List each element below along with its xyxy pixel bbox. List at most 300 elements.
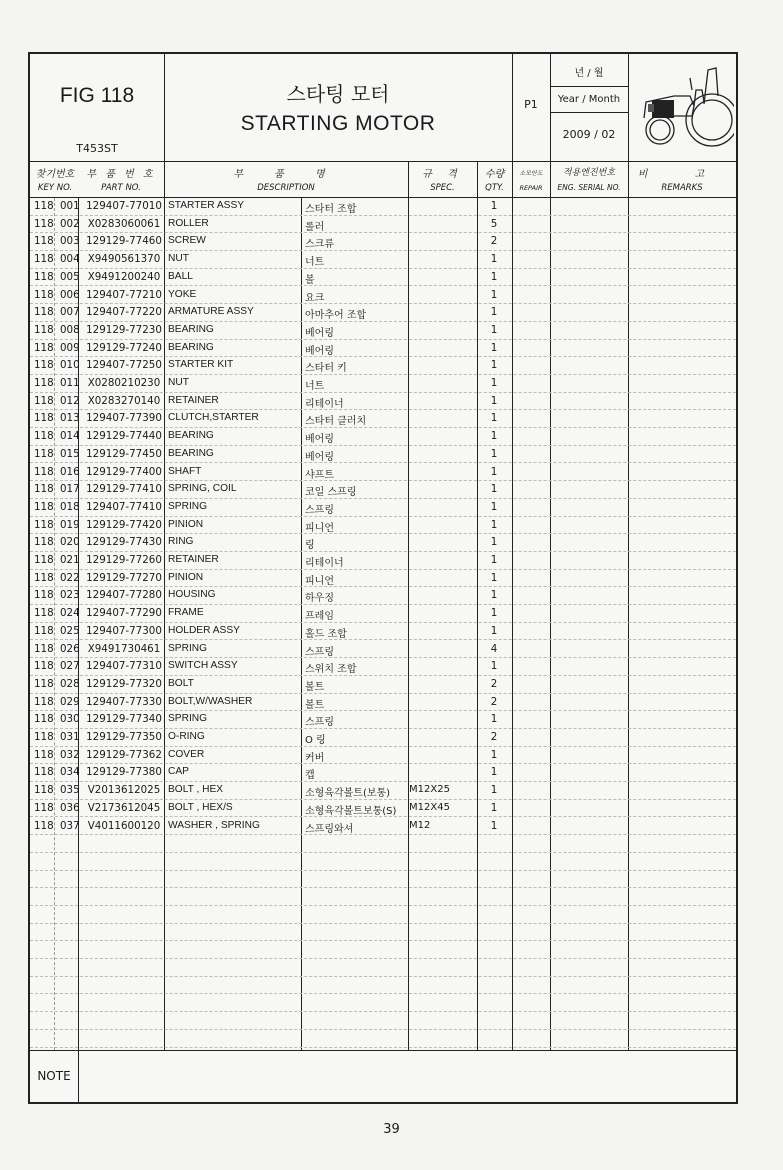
key-no-cell: 007 bbox=[60, 306, 80, 319]
table-row bbox=[30, 959, 736, 977]
table-row bbox=[30, 552, 736, 570]
figure-number: FIG 118 bbox=[59, 84, 135, 107]
key-no-cell: 019 bbox=[60, 518, 80, 531]
key-no-cell: 027 bbox=[60, 660, 80, 673]
fig-no-cell: 118 bbox=[34, 766, 54, 779]
fig-no-cell: 118 bbox=[34, 217, 54, 230]
fig-no-cell: 118 bbox=[34, 377, 54, 389]
part-no-cell: 129129-77430 bbox=[86, 536, 162, 549]
korean-name-cell: 스프링 bbox=[305, 646, 334, 658]
col-serial-ko: 적용엔진번호 bbox=[562, 168, 616, 178]
qty-cell: 1 bbox=[490, 766, 498, 779]
description-cell: BALL bbox=[168, 270, 193, 282]
korean-name-cell: 볼트 bbox=[305, 681, 325, 693]
key-no-cell: 013 bbox=[60, 412, 80, 425]
description-cell: NUT bbox=[168, 253, 189, 265]
fig-no-cell: 118 bbox=[34, 465, 54, 478]
description-cell: SPRING, COIL bbox=[168, 483, 237, 495]
qty-cell: 1 bbox=[490, 607, 498, 620]
part-no-cell: 129407-77290 bbox=[86, 607, 162, 620]
part-no-cell: 129129-77420 bbox=[86, 518, 162, 531]
table-row bbox=[30, 587, 736, 605]
part-no-cell: X9491200240 bbox=[87, 270, 161, 283]
table-row bbox=[30, 924, 736, 942]
description-cell: SPRING bbox=[168, 500, 208, 512]
table-row bbox=[30, 304, 736, 322]
description-cell: RING bbox=[168, 536, 194, 548]
part-no-cell: 129407-77310 bbox=[86, 660, 162, 673]
korean-name-cell: 베어링 bbox=[305, 434, 334, 446]
fig-no-cell: 118 bbox=[34, 288, 54, 301]
key-no-cell: 011 bbox=[60, 377, 80, 389]
col-remarks-en: REMARKS bbox=[661, 183, 703, 193]
table-row bbox=[30, 782, 736, 800]
korean-name-cell: 소형육각볼트보통(S) bbox=[305, 805, 397, 817]
table-row bbox=[30, 446, 736, 464]
korean-name-cell: 스타터 조합 bbox=[305, 204, 357, 215]
qty-cell: 1 bbox=[490, 571, 498, 584]
parts-list-sheet bbox=[28, 52, 738, 1104]
table-row bbox=[30, 835, 736, 853]
korean-name-cell: 너트 bbox=[305, 381, 325, 392]
description-cell: BOLT , HEX/S bbox=[168, 801, 233, 813]
fig-no-cell: 118 bbox=[34, 536, 54, 549]
description-cell: BOLT bbox=[168, 677, 194, 689]
col-qty-ko: 수량 bbox=[484, 169, 505, 180]
description-cell: PINION bbox=[168, 571, 204, 583]
qty-cell: 1 bbox=[490, 447, 498, 460]
description-cell: FRAME bbox=[168, 607, 204, 619]
part-no-cell: 129407-77010 bbox=[86, 200, 162, 212]
part-no-cell: 129129-77240 bbox=[86, 341, 162, 354]
qty-cell: 2 bbox=[490, 695, 498, 708]
part-no-cell: X9490561370 bbox=[87, 253, 161, 266]
fig-no-cell: 118 bbox=[34, 801, 54, 814]
part-no-cell: X0283060061 bbox=[87, 217, 161, 230]
divider bbox=[550, 86, 628, 87]
description-cell: STARTER KIT bbox=[168, 359, 234, 371]
part-no-cell: 129407-77300 bbox=[86, 624, 162, 637]
model-code: T453ST bbox=[76, 142, 118, 155]
table-row bbox=[30, 517, 736, 535]
qty-cell: 1 bbox=[490, 500, 498, 513]
page-number: 39 bbox=[383, 1122, 400, 1137]
description-cell: YOKE bbox=[168, 288, 197, 300]
spec-cell: M12X25 bbox=[409, 784, 450, 796]
fig-no-cell: 118 bbox=[34, 784, 54, 797]
korean-name-cell: 리테이너 bbox=[305, 558, 344, 569]
qty-cell: 1 bbox=[490, 430, 498, 443]
divider bbox=[628, 54, 629, 161]
korean-name-cell: 커버 bbox=[305, 752, 325, 764]
fig-no-cell: 118 bbox=[34, 447, 54, 460]
table-row bbox=[30, 676, 736, 694]
table-row bbox=[30, 198, 736, 216]
table-row bbox=[30, 694, 736, 712]
part-no-cell: X0283270140 bbox=[87, 394, 161, 407]
fig-no-cell: 118 bbox=[34, 819, 54, 832]
fig-no-cell: 118 bbox=[34, 270, 54, 283]
description-cell: CAP bbox=[168, 766, 189, 778]
korean-name-cell: 베어링 bbox=[305, 327, 334, 339]
qty-cell: 5 bbox=[490, 217, 498, 230]
key-no-cell: 022 bbox=[60, 571, 80, 584]
fig-no-cell: 118 bbox=[34, 713, 54, 726]
table-row bbox=[30, 853, 736, 871]
korean-name-cell: 스타터 클러치 bbox=[305, 416, 367, 428]
fig-no-cell: 118 bbox=[34, 430, 54, 443]
description-cell: NUT bbox=[168, 377, 189, 388]
korean-name-cell: 홀드 조합 bbox=[305, 628, 347, 640]
title-korean: 스타팅 모터 bbox=[286, 82, 390, 106]
korean-name-cell: 스위치 조합 bbox=[305, 664, 357, 676]
col-part-en: PART NO. bbox=[101, 183, 141, 193]
description-cell: BEARING bbox=[168, 323, 214, 335]
key-no-cell: 008 bbox=[60, 323, 80, 336]
description-cell: ARMATURE ASSY bbox=[168, 306, 254, 318]
description-cell: CLUTCH,STARTER bbox=[168, 412, 259, 424]
fig-no-cell: 118 bbox=[34, 200, 54, 212]
description-cell: BEARING bbox=[168, 341, 214, 353]
qty-cell: 1 bbox=[490, 554, 498, 566]
description-cell: BEARING bbox=[168, 447, 214, 459]
korean-name-cell: 리테이너 bbox=[305, 398, 344, 410]
fig-no-cell: 118 bbox=[34, 607, 54, 620]
key-no-cell: 037 bbox=[60, 819, 80, 832]
note-label: NOTE bbox=[37, 1069, 71, 1083]
table-row bbox=[30, 393, 736, 411]
description-cell: O-RING bbox=[168, 731, 205, 742]
key-no-cell: 029 bbox=[60, 695, 80, 708]
qty-cell: 1 bbox=[490, 306, 498, 319]
fig-no-cell: 118 bbox=[34, 554, 54, 566]
fig-no-cell: 118 bbox=[34, 253, 54, 266]
part-no-cell: 129129-77320 bbox=[86, 677, 162, 690]
fig-no-cell: 118 bbox=[34, 483, 54, 496]
table-row bbox=[30, 747, 736, 765]
part-no-cell: 129407-77250 bbox=[86, 359, 162, 372]
table-row bbox=[30, 623, 736, 641]
col-repair-ko: 소모안도 bbox=[519, 170, 543, 177]
table-row bbox=[30, 906, 736, 924]
part-no-cell: 129407-77220 bbox=[86, 306, 162, 319]
key-no-cell: 006 bbox=[60, 288, 80, 301]
qty-cell: 1 bbox=[490, 288, 498, 301]
col-serial-en: ENG. SERIAL NO. bbox=[557, 183, 621, 192]
part-no-cell: 129407-77330 bbox=[86, 695, 162, 708]
table-row bbox=[30, 605, 736, 623]
spec-cell: M12X45 bbox=[409, 801, 450, 813]
key-no-cell: 032 bbox=[60, 748, 80, 761]
description-cell: BOLT,W/WASHER bbox=[168, 695, 253, 707]
qty-cell: 1 bbox=[490, 253, 498, 266]
fig-no-cell: 118 bbox=[34, 660, 54, 673]
qty-cell: 1 bbox=[490, 465, 498, 478]
table-row bbox=[30, 800, 736, 818]
korean-name-cell: 베어링 bbox=[305, 345, 334, 357]
qty-cell: 2 bbox=[490, 731, 498, 743]
description-cell: SHAFT bbox=[168, 465, 202, 477]
key-no-cell: 010 bbox=[60, 359, 80, 372]
key-no-cell: 002 bbox=[60, 217, 80, 230]
column-header-row bbox=[30, 162, 736, 198]
table-row bbox=[30, 941, 736, 959]
korean-name-cell: 스크류 bbox=[305, 239, 334, 251]
korean-name-cell: 요크 bbox=[305, 292, 325, 304]
key-no-cell: 003 bbox=[60, 235, 80, 248]
key-no-cell: 034 bbox=[60, 766, 80, 779]
key-no-cell: 026 bbox=[60, 642, 80, 655]
part-no-cell: 129129-77400 bbox=[86, 465, 162, 478]
korean-name-cell: 스프링와셔 bbox=[305, 823, 354, 835]
tractor-icon bbox=[634, 60, 734, 150]
description-cell: ROLLER bbox=[168, 217, 209, 229]
korean-name-cell: 피니언 bbox=[305, 575, 334, 587]
key-no-cell: 024 bbox=[60, 607, 80, 620]
divider bbox=[550, 112, 628, 113]
description-cell: PINION bbox=[168, 518, 204, 530]
year-month-label-en: Year / Month bbox=[557, 94, 621, 105]
description-cell: SCREW bbox=[168, 235, 206, 247]
part-no-cell: 129129-77440 bbox=[86, 430, 162, 443]
key-no-cell: 035 bbox=[60, 784, 80, 797]
col-spec-ko: 규 격 bbox=[422, 169, 463, 180]
description-cell: COVER bbox=[168, 748, 205, 760]
fig-no-cell: 118 bbox=[34, 589, 54, 602]
description-cell: BEARING bbox=[168, 430, 214, 442]
part-no-cell: 129407-77410 bbox=[86, 500, 162, 513]
key-no-cell: 009 bbox=[60, 341, 80, 354]
part-no-cell: 129129-77230 bbox=[86, 323, 162, 336]
table-row bbox=[30, 251, 736, 269]
korean-name-cell: 스프링 bbox=[305, 504, 334, 516]
col-part-ko: 부 품 번 호 bbox=[86, 169, 156, 180]
table-row bbox=[30, 375, 736, 393]
korean-name-cell: 프레임 bbox=[305, 611, 334, 623]
fig-no-cell: 118 bbox=[34, 235, 54, 248]
qty-cell: 4 bbox=[490, 642, 498, 655]
qty-cell: 1 bbox=[490, 412, 498, 425]
col-repair-en: REPAIR bbox=[519, 184, 543, 192]
fig-no-cell: 118 bbox=[34, 306, 54, 319]
key-no-cell: 004 bbox=[60, 253, 80, 266]
qty-cell: 1 bbox=[490, 536, 498, 549]
key-no-cell: 005 bbox=[60, 270, 80, 283]
korean-name-cell: 소형육각볼트(보통) bbox=[305, 788, 391, 800]
part-no-cell: 129129-77450 bbox=[86, 447, 162, 460]
key-no-cell: 012 bbox=[60, 394, 80, 407]
table-row bbox=[30, 534, 736, 552]
spec-cell: M12 bbox=[409, 819, 431, 831]
table-row bbox=[30, 322, 736, 340]
part-no-cell: V2173612045 bbox=[87, 801, 161, 814]
table-row bbox=[30, 1012, 736, 1030]
part-no-cell: V2013612025 bbox=[87, 784, 161, 797]
part-no-cell: 129129-77350 bbox=[86, 731, 162, 743]
korean-name-cell: 아마추어 조합 bbox=[305, 310, 367, 322]
key-no-cell: 028 bbox=[60, 677, 80, 690]
korean-name-cell: 볼트 bbox=[305, 699, 325, 711]
key-no-cell: 016 bbox=[60, 465, 80, 478]
key-no-cell: 031 bbox=[60, 731, 80, 743]
qty-cell: 1 bbox=[490, 270, 498, 283]
description-cell: SPRING bbox=[168, 713, 208, 725]
divider bbox=[164, 54, 165, 161]
sheet-header bbox=[30, 54, 736, 162]
key-no-cell: 015 bbox=[60, 447, 80, 460]
qty-cell: 1 bbox=[490, 518, 498, 531]
part-no-cell: X9491730461 bbox=[87, 642, 161, 655]
col-desc-ko: 부 품 명 bbox=[233, 169, 339, 180]
table-row bbox=[30, 995, 736, 1013]
fig-no-cell: 118 bbox=[34, 323, 54, 336]
table-row bbox=[30, 1030, 736, 1048]
description-cell: HOLDER ASSY bbox=[168, 624, 240, 636]
col-remarks-ko: 비 고 bbox=[637, 169, 727, 180]
fig-no-cell: 118 bbox=[34, 394, 54, 407]
part-no-cell: X0280210230 bbox=[87, 377, 161, 389]
description-cell: WASHER , SPRING bbox=[168, 819, 260, 831]
korean-name-cell: 샤프트 bbox=[305, 469, 334, 481]
part-no-cell: V4011600120 bbox=[87, 819, 161, 832]
key-no-cell: 021 bbox=[60, 554, 80, 566]
table-row bbox=[30, 340, 736, 358]
key-no-cell: 025 bbox=[60, 624, 80, 637]
table-row bbox=[30, 269, 736, 287]
issue-date: 2009 / 02 bbox=[562, 128, 616, 141]
year-month-label-ko: 년 / 월 bbox=[574, 68, 604, 79]
qty-cell: 1 bbox=[490, 359, 498, 372]
table-row bbox=[30, 233, 736, 251]
col-qty-en: QTY. bbox=[485, 183, 504, 193]
col-spec-en: SPEC. bbox=[430, 183, 455, 193]
korean-name-cell: 코일 스프링 bbox=[305, 487, 357, 499]
korean-name-cell: 롤러 bbox=[305, 221, 325, 233]
korean-name-cell: 너트 bbox=[305, 257, 325, 269]
qty-cell: 1 bbox=[490, 819, 498, 832]
part-no-cell: 129129-77270 bbox=[86, 571, 162, 584]
table-row bbox=[30, 499, 736, 517]
korean-name-cell: 베어링 bbox=[305, 451, 334, 463]
fig-no-cell: 118 bbox=[34, 341, 54, 354]
fig-no-cell: 118 bbox=[34, 359, 54, 372]
key-no-cell: 018 bbox=[60, 500, 80, 513]
part-no-cell: 129129-77362 bbox=[86, 748, 162, 761]
table-row bbox=[30, 570, 736, 588]
part-no-cell: 129129-77260 bbox=[86, 554, 162, 566]
table-row bbox=[30, 641, 736, 659]
qty-cell: 1 bbox=[490, 200, 498, 212]
fig-no-cell: 118 bbox=[34, 500, 54, 513]
description-cell: RETAINER bbox=[168, 394, 219, 406]
page-code: P1 bbox=[524, 98, 538, 111]
key-no-cell: 023 bbox=[60, 589, 80, 602]
part-no-cell: 129129-77380 bbox=[86, 766, 162, 779]
table-row bbox=[30, 818, 736, 836]
table-row bbox=[30, 481, 736, 499]
fig-no-cell: 118 bbox=[34, 642, 54, 655]
key-no-cell: 020 bbox=[60, 536, 80, 549]
fig-no-cell: 118 bbox=[34, 518, 54, 531]
qty-cell: 1 bbox=[490, 394, 498, 407]
qty-cell: 1 bbox=[490, 483, 498, 496]
col-desc-en: DESCRIPTION bbox=[257, 183, 315, 193]
part-no-cell: 129407-77280 bbox=[86, 589, 162, 602]
description-cell: RETAINER bbox=[168, 554, 219, 565]
korean-name-cell: 스프링 bbox=[305, 717, 334, 729]
table-row bbox=[30, 216, 736, 234]
key-no-cell: 014 bbox=[60, 430, 80, 443]
qty-cell: 1 bbox=[490, 784, 498, 797]
title-english: STARTING MOTOR bbox=[240, 112, 436, 135]
korean-name-cell: 캡 bbox=[305, 770, 315, 782]
korean-name-cell: 스타터 키 bbox=[305, 363, 347, 375]
table-row bbox=[30, 764, 736, 782]
col-key-ko: 찾기번호 bbox=[35, 169, 75, 180]
description-cell: SPRING bbox=[168, 642, 208, 654]
qty-cell: 1 bbox=[490, 323, 498, 336]
fig-no-cell: 118 bbox=[34, 571, 54, 584]
key-no-cell: 017 bbox=[60, 483, 80, 496]
qty-cell: 2 bbox=[490, 677, 498, 690]
fig-no-cell: 118 bbox=[34, 412, 54, 425]
part-no-cell: 129129-77410 bbox=[86, 483, 162, 496]
key-no-cell: 030 bbox=[60, 713, 80, 726]
part-no-cell: 129129-77460 bbox=[86, 235, 162, 248]
fig-no-cell: 118 bbox=[34, 731, 54, 743]
qty-cell: 1 bbox=[490, 377, 498, 389]
fig-no-cell: 118 bbox=[34, 677, 54, 690]
part-no-cell: 129407-77390 bbox=[86, 412, 162, 425]
fig-no-cell: 118 bbox=[34, 695, 54, 708]
qty-cell: 1 bbox=[490, 341, 498, 354]
table-row bbox=[30, 357, 736, 375]
table-row bbox=[30, 428, 736, 446]
korean-name-cell: 하우징 bbox=[305, 593, 334, 605]
parts-table-body bbox=[30, 198, 736, 1050]
qty-cell: 1 bbox=[490, 660, 498, 673]
col-key-en: KEY NO. bbox=[37, 183, 73, 193]
qty-cell: 2 bbox=[490, 235, 498, 248]
fig-no-cell: 118 bbox=[34, 624, 54, 637]
qty-cell: 1 bbox=[490, 713, 498, 726]
qty-cell: 1 bbox=[490, 624, 498, 637]
korean-name-cell: 피니언 bbox=[305, 522, 334, 534]
qty-cell: 1 bbox=[490, 801, 498, 814]
description-cell: SWITCH ASSY bbox=[168, 660, 238, 672]
qty-cell: 1 bbox=[490, 589, 498, 602]
table-row bbox=[30, 871, 736, 889]
qty-cell: 1 bbox=[490, 748, 498, 761]
part-no-cell: 129407-77210 bbox=[86, 288, 162, 301]
table-row bbox=[30, 287, 736, 305]
fig-no-cell: 118 bbox=[34, 748, 54, 761]
description-cell: BOLT , HEX bbox=[168, 784, 224, 796]
table-row bbox=[30, 729, 736, 747]
note-section bbox=[30, 1050, 736, 1102]
divider bbox=[78, 1051, 79, 1102]
table-row bbox=[30, 410, 736, 428]
key-no-cell: 036 bbox=[60, 801, 80, 814]
korean-name-cell: 링 bbox=[305, 540, 315, 552]
part-no-cell: 129129-77340 bbox=[86, 713, 162, 726]
table-row bbox=[30, 658, 736, 676]
description-cell: STARTER ASSY bbox=[168, 200, 245, 211]
table-row bbox=[30, 977, 736, 995]
table-row bbox=[30, 464, 736, 482]
table-row bbox=[30, 711, 736, 729]
korean-name-cell: O 링 bbox=[305, 735, 326, 746]
